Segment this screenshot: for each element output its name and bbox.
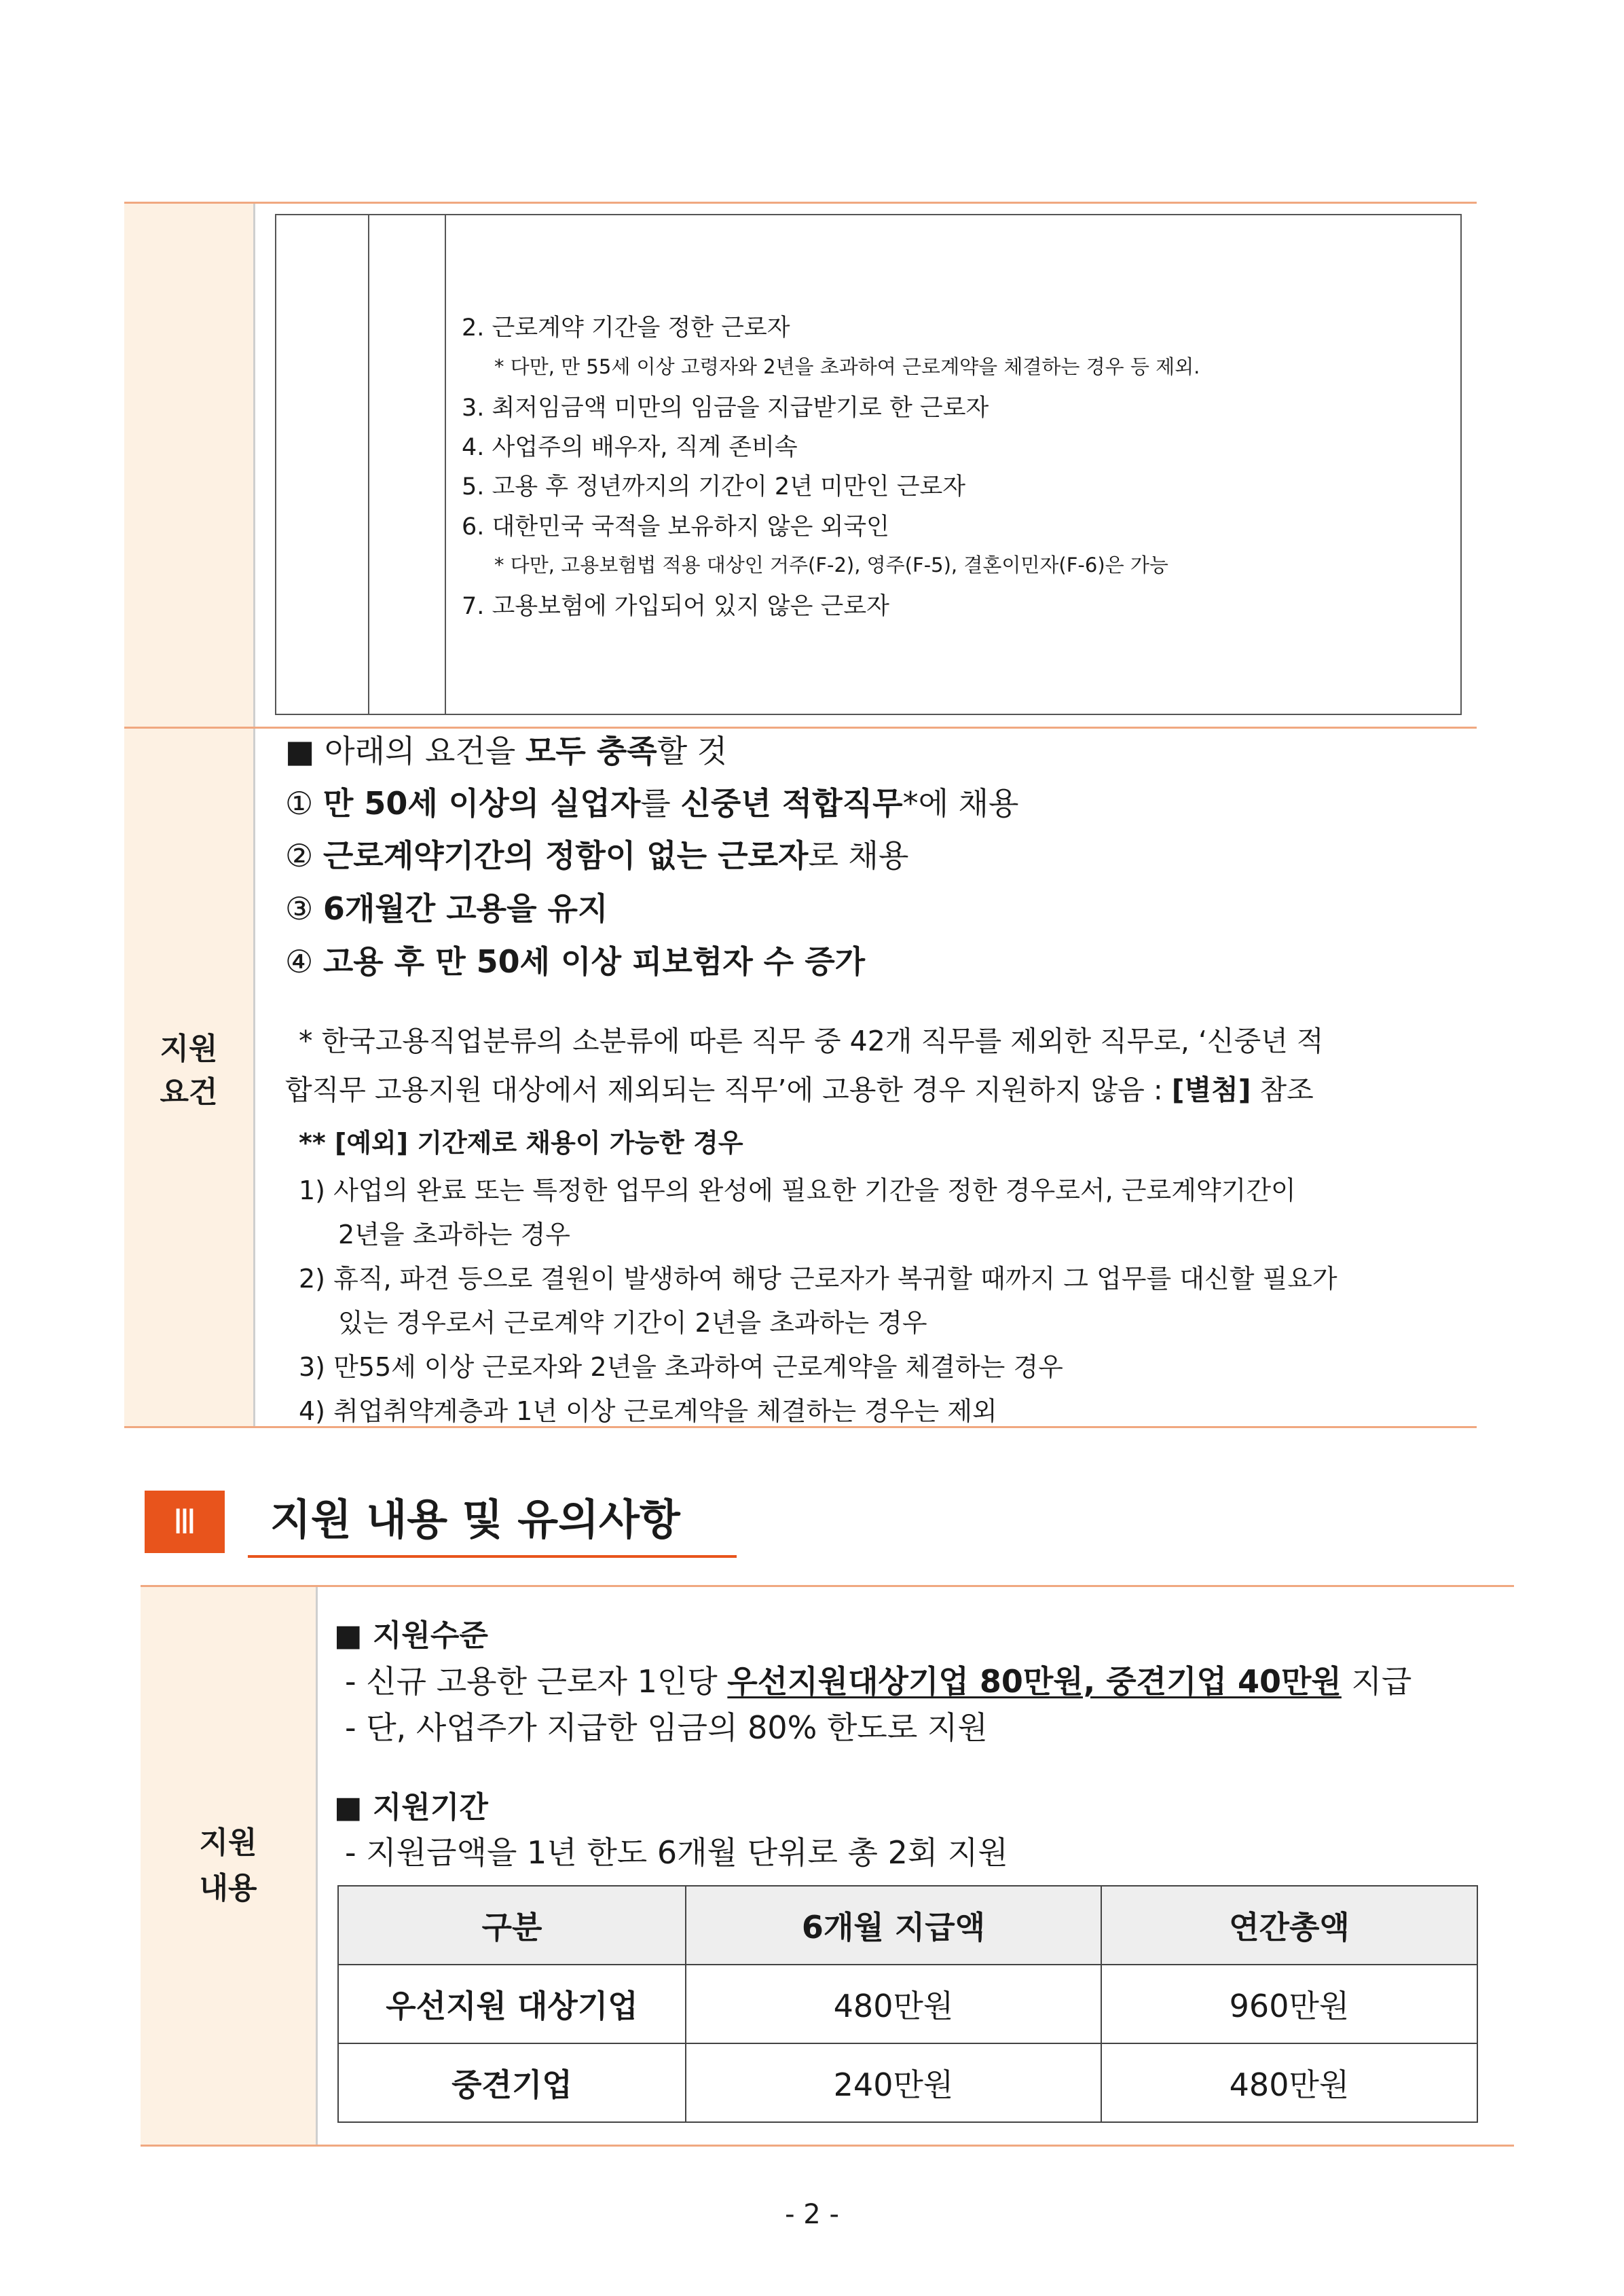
exception-item: 3) 만55세 이상 근로자와 2년을 초과하여 근로계약을 체결하는 경우 (299, 1352, 1063, 1382)
exclusion-note: * 다만, 고용보험법 적용 대상인 거주(F-2), 영주(F-5), 결혼이민자(F-6)은 가능 (494, 553, 1168, 577)
table-header-annual: 연간총액 (1101, 1886, 1477, 1965)
exception-item: 2) 휴직, 파견 등으로 결원이 발생하여 해당 근로자가 복귀할 때까지 그 업무를 대신할 필요가 (299, 1264, 1337, 1294)
requirements-bottom-border (124, 1426, 1477, 1428)
table-cell-category: 중견기업 (338, 2043, 686, 2122)
support-level-title: ■ 지원수준 (334, 1618, 488, 1653)
exception-item: 1) 사업의 완료 또는 특정한 업무의 완성에 필요한 기간을 정한 경우로서, 근로계약기간이 (299, 1176, 1296, 1205)
requirement-item-1: ① 만 50세 이상의 실업자를 신중년 적합직무*에 채용 (285, 785, 1019, 822)
exclusion-inner-table (275, 214, 1462, 715)
requirements-label-cell (124, 729, 255, 1426)
support-period-line: - 지원금액을 1년 한도 6개월 단위로 총 2회 지원 (345, 1834, 1008, 1871)
content-table-top-border (141, 1585, 1514, 1587)
section-title-underline (248, 1555, 737, 1558)
requirements-label-line1: 지원 (160, 1032, 218, 1066)
content-label-cell (141, 1587, 318, 2145)
support-amount-table (337, 1885, 1478, 2123)
table-header-row (338, 1886, 1477, 1965)
requirement-item-4: ④ 고용 후 만 50세 이상 피보험자 수 증가 (285, 943, 866, 980)
inner-col-divider-1 (368, 215, 369, 714)
requirements-footnote-1: * 한국고용직업분류의 소분류에 따른 직무 중 42개 직무를 제외한 직무로, ‘신중년 적 (299, 1025, 1324, 1057)
content-table-bottom-border (141, 2145, 1514, 2147)
table-cell-category: 우선지원 대상기업 (338, 1965, 686, 2043)
requirements-intro: ■ 아래의 요건을 모두 충족할 것 (285, 733, 728, 769)
requirement-item-3: ③ 6개월간 고용을 유지 (285, 890, 608, 927)
inner-col-divider-2 (445, 215, 446, 714)
requirement-item-2: ② 근로계약기간의 정함이 없는 근로자로 채용 (285, 837, 909, 874)
exclusion-note: * 다만, 만 55세 이상 고령자와 2년을 초과하여 근로계약을 체결하는 경우 등 제외. (494, 355, 1200, 378)
table-header-six-month: 6개월 지급액 (686, 1886, 1101, 1965)
exclusion-item: 4. 사업주의 배우자, 직계 존비속 (462, 434, 798, 461)
table-cell-six-month: 240만원 (686, 2043, 1101, 2122)
content-label-line2: 내용 (199, 1871, 257, 1906)
exception-title: ** [예외] 기간제로 채용이 가능한 경우 (299, 1128, 743, 1158)
table-header-category: 구분 (338, 1886, 686, 1965)
section-number-badge: Ⅲ (145, 1491, 225, 1553)
table-row (338, 1965, 1477, 2043)
exclusion-item: 6. 대한민국 국적을 보유하지 않은 외국인 (462, 513, 889, 541)
exclusion-item: 2. 근로계약 기간을 정한 근로자 (462, 314, 790, 342)
section-title: 지원 내용 및 유의사항 (270, 1495, 680, 1544)
table-cell-annual: 960만원 (1101, 1965, 1477, 2043)
continuation-label-cell (124, 204, 255, 727)
requirements-footnote-2: 합직무 고용지원 대상에서 제외되는 직무’에 고용한 경우 지원하지 않음 : [별첨] 참조 (285, 1074, 1314, 1106)
exclusion-item: 7. 고용보험에 가입되어 있지 않은 근로자 (462, 593, 889, 620)
exclusion-item: 5. 고용 후 정년까지의 기간이 2년 미만인 근로자 (462, 473, 966, 500)
exception-item-continued: 있는 경우로서 근로계약 기간이 2년을 초과하는 경우 (338, 1308, 927, 1338)
table-cell-six-month: 480만원 (686, 1965, 1101, 2043)
support-level-line-1: - 신규 고용한 근로자 1인당 우선지원대상기업 80만원, 중견기업 40만원 지급 (345, 1663, 1412, 1700)
table-top-border (124, 202, 1477, 204)
content-label-line1: 지원 (199, 1825, 257, 1860)
exception-item: 4) 취업취약계층과 1년 이상 근로계약을 체결하는 경우는 제외 (299, 1396, 997, 1426)
support-level-line-2: - 단, 사업주가 지급한 임금의 80% 한도로 지원 (345, 1709, 988, 1746)
page-number: - 2 - (785, 2199, 839, 2230)
exclusion-item: 3. 최저임금액 미만의 임금을 지급받기로 한 근로자 (462, 395, 989, 422)
table-cell-annual: 480만원 (1101, 2043, 1477, 2122)
table-row (338, 2043, 1477, 2122)
exception-item-continued: 2년을 초과하는 경우 (338, 1220, 570, 1250)
support-period-title: ■ 지원기간 (334, 1790, 488, 1825)
requirements-label-line2: 요건 (160, 1075, 218, 1110)
